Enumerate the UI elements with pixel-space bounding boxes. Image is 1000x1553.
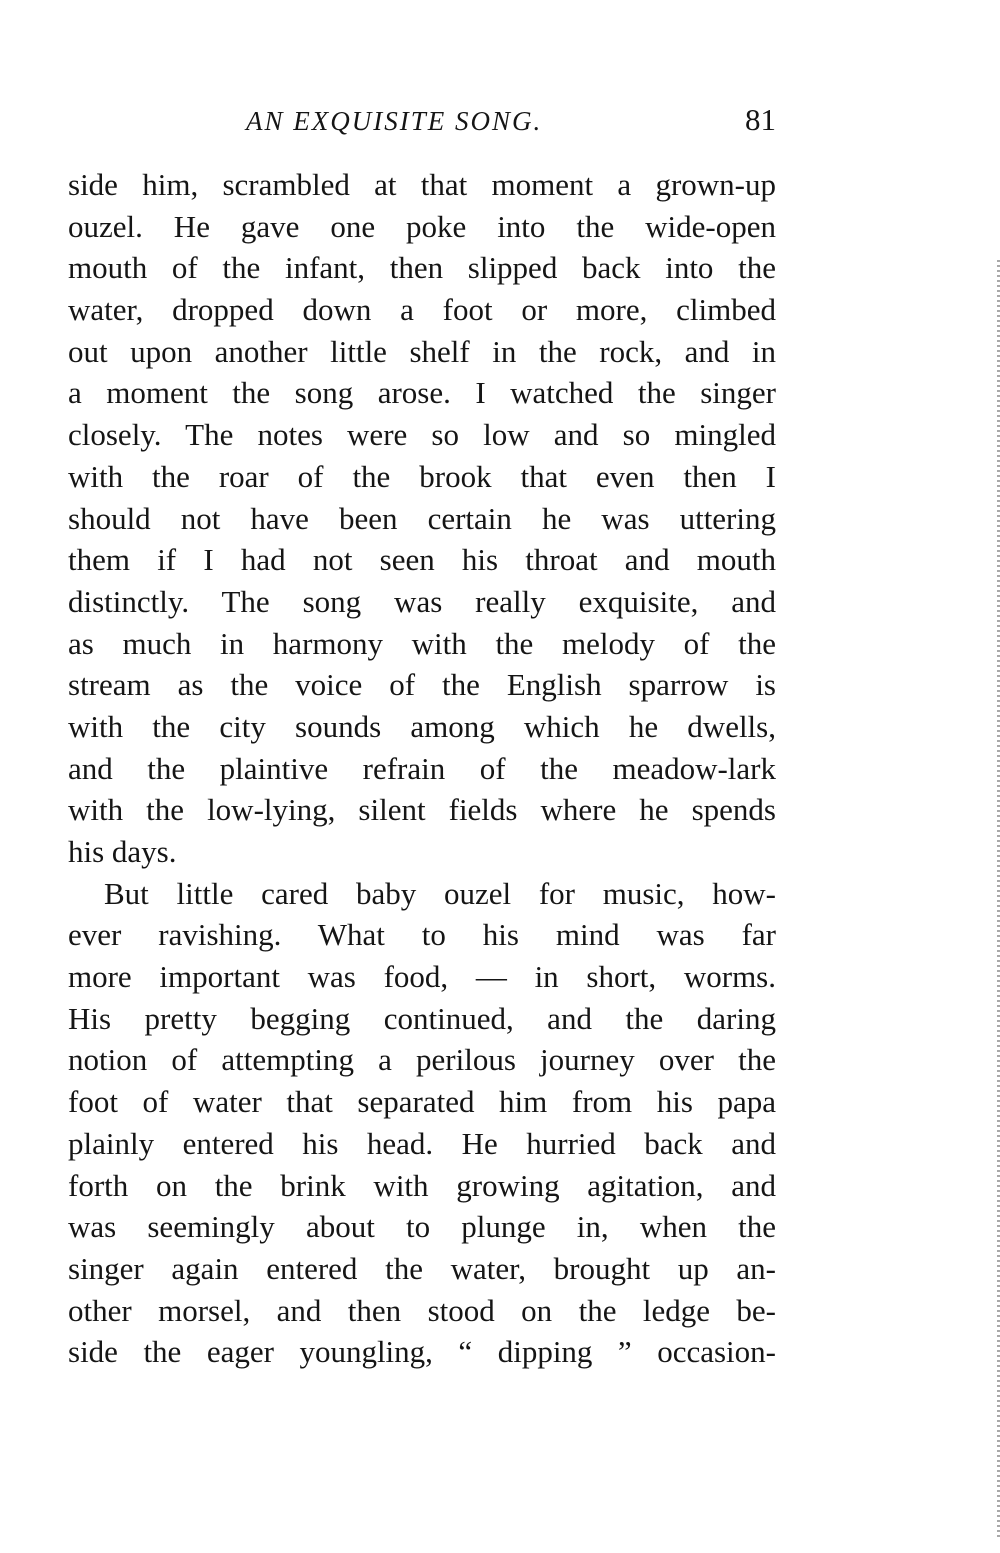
text-line: forth on the brink with growing agitation, and bbox=[68, 1167, 776, 1203]
text-line: his days. bbox=[68, 834, 177, 869]
text-line: them if I had not seen his throat and mouth bbox=[68, 542, 776, 578]
text-line: was seemingly about to plunge in, when the bbox=[68, 1209, 776, 1245]
text-line: foot of water that separated him from his papa bbox=[68, 1084, 776, 1120]
text-line: mouth of the infant, then slipped back into the bbox=[68, 250, 776, 286]
body-text bbox=[68, 164, 776, 1373]
text-line: closely. The notes were so low and so mingled bbox=[68, 417, 776, 453]
text-line: side the eager youngling, “ dipping ” occasion- bbox=[68, 1334, 776, 1370]
paragraph-start-line: But little cared baby ouzel for music, how- bbox=[104, 875, 776, 911]
text-line: with the city sounds among which he dwells, bbox=[68, 708, 776, 744]
text-line: and the plaintive refrain of the meadow-lark bbox=[68, 750, 776, 786]
text-line: other morsel, and then stood on the ledge be- bbox=[68, 1292, 776, 1328]
running-title: AN EXQUISITE SONG. bbox=[246, 106, 543, 136]
page-number: 81 bbox=[745, 102, 776, 137]
text-line: with the low-lying, silent fields where he spends bbox=[68, 792, 776, 828]
text-line: notion of attempting a perilous journey over the bbox=[68, 1042, 776, 1078]
text-line: His pretty begging continued, and the daring bbox=[68, 1000, 776, 1036]
text-line: out upon another little shelf in the rock, and in bbox=[68, 333, 776, 369]
text-line: with the roar of the brook that even then I bbox=[68, 458, 776, 494]
text-line: singer again entered the water, brought up an- bbox=[68, 1250, 776, 1286]
text-line: stream as the voice of the English sparrow is bbox=[68, 667, 776, 703]
text-line: water, dropped down a foot or more, climbed bbox=[68, 292, 776, 328]
text-line: side him, scrambled at that moment a grown-up bbox=[68, 167, 776, 202]
text-line: plainly entered his head. He hurried back and bbox=[68, 1125, 776, 1161]
text-line: a moment the song arose. I watched the singer bbox=[68, 375, 776, 411]
text-line: ouzel. He gave one poke into the wide-open bbox=[68, 208, 776, 244]
text-line: as much in harmony with the melody of the bbox=[68, 625, 776, 661]
text-line: more important was food, — in short, worms. bbox=[68, 959, 776, 995]
text-line: distinctly. The song was really exquisite, and bbox=[68, 583, 776, 619]
page-header bbox=[68, 96, 776, 150]
text-line: ever ravishing. What to his mind was far bbox=[68, 917, 776, 953]
text-line: should not have been certain he was uttering bbox=[68, 500, 776, 536]
